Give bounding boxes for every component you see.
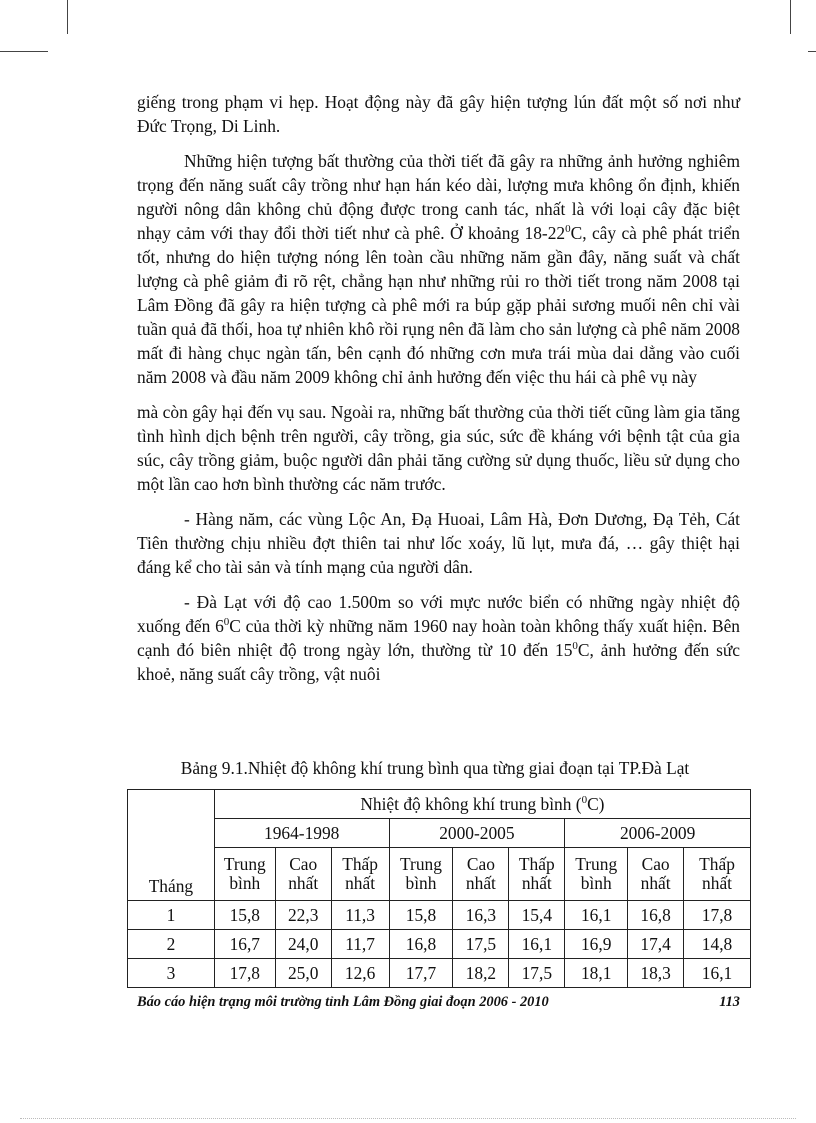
- table-row: [128, 930, 751, 959]
- table-cell: 16,1: [509, 930, 565, 959]
- footer-title: Báo cáo hiện trạng môi trường tỉnh Lâm Đồng giai đoạn 2006 - 2010: [137, 994, 549, 1010]
- sub-header: Cao nhất: [628, 848, 684, 901]
- month-cell: 3: [128, 959, 215, 988]
- table-cell: 18,3: [628, 959, 684, 988]
- table-cell: 17,5: [453, 930, 509, 959]
- sub-header: Thấp nhất: [331, 848, 389, 901]
- table-cell: 17,8: [684, 901, 751, 930]
- table-cell: 16,7: [214, 930, 275, 959]
- table-cell: 17,8: [214, 959, 275, 988]
- sub-header: Trung bình: [565, 848, 628, 901]
- page-footer: [137, 994, 740, 1011]
- group-header: Nhiệt độ không khí trung bình ($^0$C): [214, 790, 750, 819]
- paragraph: - Đà Lạt với độ cao 1.500m so với mực nước biển có những ngày nhiệt độ xuống đến $6^0C$ của thời kỳ những năm 1960 nay hoàn toàn không thấy xuất hiện. Bên cạnh đó biên nhiệt độ trong ngày lớn, thường từ 10 đến $15^0C$, ảnh hưởng đến sức khoẻ, năng suất cây trồng, vật nuôi: [137, 592, 740, 684]
- table-cell: 12,6: [331, 959, 389, 988]
- crop-mark: [67, 0, 68, 34]
- period-header: 2000-2005: [389, 819, 565, 848]
- paragraph: Những hiện tượng bất thường của thời tiết đã gây ra những ảnh hưởng nghiêm trọng đến năng suất cây trồng như hạn hán kéo dài, lượng mưa không ổn định, khiến người nông dân không chủ động được trong canh tác, nhất là với loại cây đặc biệt nhạy cảm với thay đổi thời tiết như cà phê. Ở khoảng $18-22^0C$, cây cà phê phát triển tốt, nhưng do hiện tượng nóng lên toàn cầu những năm gần đây, năng suất và chất lượng cà phê giảm đi rõ rệt, chẳng hạn như những rủi ro thời tiết trong năm 2008 tại Lâm Đồng đã gây ra hiện tượng cà phê mới ra búp gặp phải sương muối nên chỉ vài tuần quả đã thối, hoa tự nhiên khô rồi rụng nên đã làm cho sản lượng cà phê năm 2008 mất đi hàng chục ngàn tấn, bên cạnh đó những cơn mưa trái mùa dai dẳng vào cuối năm 2008 và đầu năm 2009 không chỉ ảnh hưởng đến việc thu hái cà phê vụ này: [137, 151, 740, 387]
- page-edge-line: [20, 1118, 796, 1119]
- month-cell: 1: [128, 901, 215, 930]
- table-cell: 11,3: [331, 901, 389, 930]
- month-cell: 2: [128, 930, 215, 959]
- page-body: [137, 90, 740, 686]
- temperature-table: [127, 789, 751, 988]
- table-cell: 16,1: [565, 901, 628, 930]
- table-cell: 15,8: [214, 901, 275, 930]
- table-cell: 14,8: [684, 930, 751, 959]
- period-header: 1964-1998: [214, 819, 389, 848]
- sub-header: Trung bình: [214, 848, 275, 901]
- table-cell: 11,7: [331, 930, 389, 959]
- sub-header: Trung bình: [389, 848, 453, 901]
- table-caption: Bảng 9.1.Nhiệt độ không khí trung bình qua từng giai đoạn tại TP.Đà Lạt: [180, 758, 690, 778]
- table-cell: 16,1: [684, 959, 751, 988]
- period-header: 2006-2009: [565, 819, 751, 848]
- table-cell: 15,8: [389, 901, 453, 930]
- crop-mark: [808, 51, 816, 52]
- month-header: Tháng: [128, 790, 215, 901]
- table-cell: 24,0: [275, 930, 331, 959]
- table-cell: 18,1: [565, 959, 628, 988]
- page-number: 113: [719, 994, 740, 1010]
- table-cell: 17,4: [628, 930, 684, 959]
- crop-mark: [0, 51, 48, 52]
- table-cell: 16,8: [389, 930, 453, 959]
- table-row: [128, 901, 751, 930]
- table-cell: 25,0: [275, 959, 331, 988]
- table-cell: 22,3: [275, 901, 331, 930]
- sub-header: Thấp nhất: [509, 848, 565, 901]
- table-cell: 17,7: [389, 959, 453, 988]
- crop-mark: [790, 0, 791, 34]
- paragraph: mà còn gây hại đến vụ sau. Ngoài ra, những bất thường của thời tiết cũng làm gia tăng tình hình dịch bệnh trên người, cây trồng, gia súc, sức đề kháng với bệnh tật của gia súc, cây trồng giảm, buộc người dân phải tăng cường sử dụng thuốc, liều sử dụng cho một lần cao hơn bình thường các năm trước.: [137, 402, 740, 494]
- table-row: [128, 959, 751, 988]
- table-cell: 16,9: [565, 930, 628, 959]
- table-cell: 15,4: [509, 901, 565, 930]
- sub-header: Thấp nhất: [684, 848, 751, 901]
- table-cell: 16,8: [628, 901, 684, 930]
- paragraph: - Hàng năm, các vùng Lộc An, Đạ Huoai, Lâm Hà, Đơn Dương, Đạ Tẻh, Cát Tiên thường chịu nhiều đợt thiên tai như lốc xoáy, lũ lụt, mưa đá, … gây thiệt hại đáng kể cho tài sản và tính mạng của người dân.: [137, 509, 740, 577]
- paragraph: giếng trong phạm vi hẹp. Hoạt động này đã gây hiện tượng lún đất một số nơi như Đức Trọng, Di Linh.: [137, 92, 740, 136]
- table-cell: 18,2: [453, 959, 509, 988]
- table-cell: 17,5: [509, 959, 565, 988]
- table-cell: 16,3: [453, 901, 509, 930]
- sub-header: Cao nhất: [453, 848, 509, 901]
- sub-header: Cao nhất: [275, 848, 331, 901]
